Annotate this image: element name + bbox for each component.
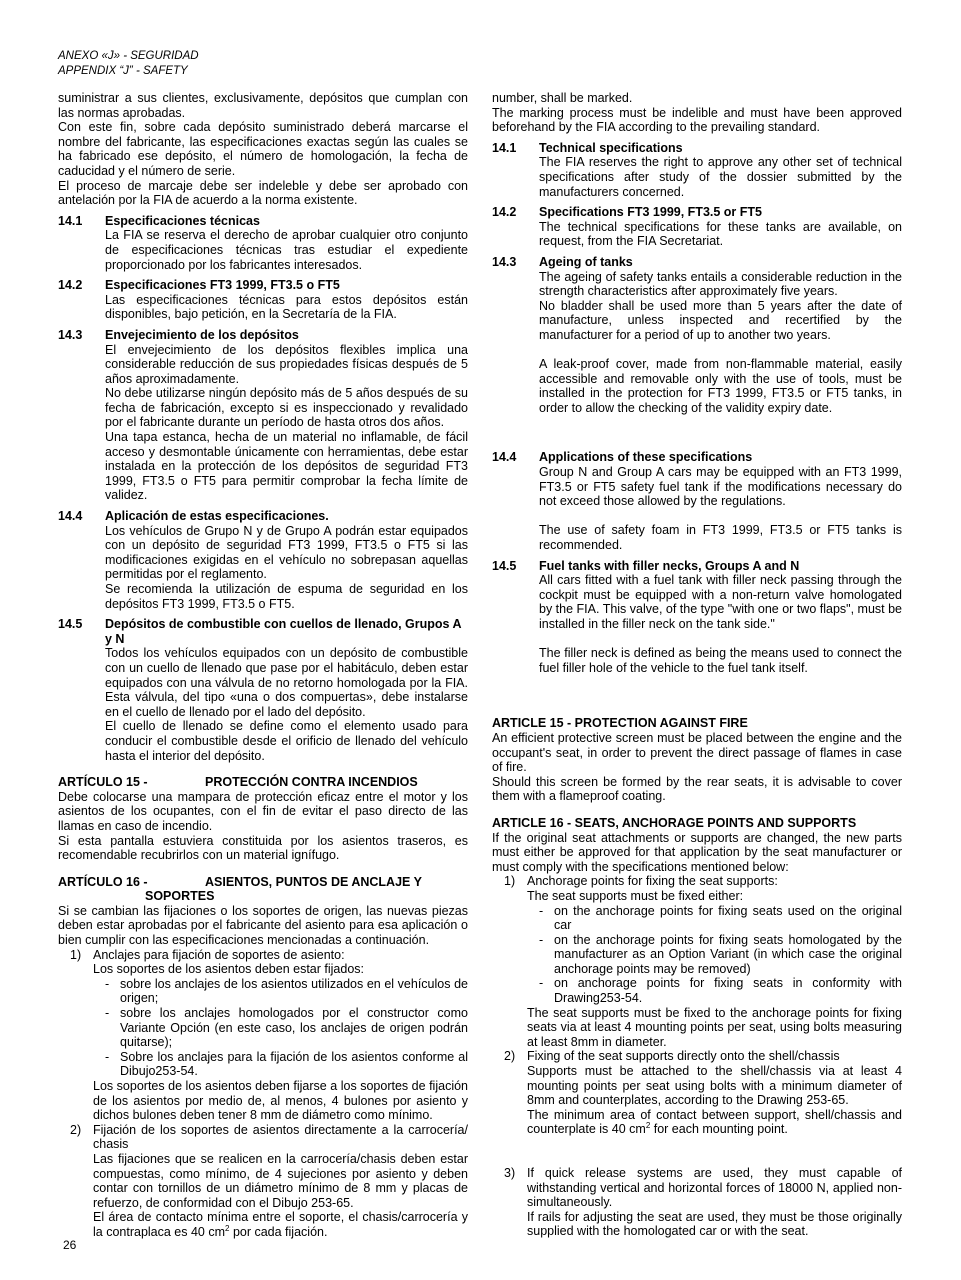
bullet-item: - on the anchorage points for fixing seats used on the original car — [539, 903, 902, 933]
section-title: Envejecimiento de los depósitos — [105, 327, 299, 342]
section-title: Especificaciones FT3 1999, FT3.5 o FT5 — [105, 278, 340, 293]
section-14-2 — [58, 278, 468, 322]
article-label: ARTÍCULO 15 - — [58, 775, 148, 790]
section-number: 14.4 — [492, 450, 517, 465]
item-subheading: Los soportes de los asientos deben estar fijados: — [93, 962, 365, 977]
article-16-heading — [58, 875, 468, 904]
item-heading: Fixing of the seat supports directly onto the shell/chassis — [527, 1049, 840, 1064]
item-text: El área de contacto mínima entre el soporte, el chasis/carrocería y la contraplaca es 40 $cm^2$ por cada fijación. — [93, 1210, 468, 1239]
section-text: A leak-proof cover, made from non-flammable material, easily accessible and removable only with the use of tools, must be installed in the protection for FT3 1999, FT3.5 or FT5 tanks, in order to allow the checking of the validity expiry date. — [539, 357, 902, 415]
item-text: Las fijaciones que se realicen en la carrocería/chasis deben estar compuestas, como mínimo, de 4 sujeciones por asiento y deben contar con tornillos de un diámetro mínimo de 8 mm y placas de refuerzo, de conformidad con el Dibujo 253-65. — [93, 1151, 468, 1210]
section-number: 14.3 — [492, 254, 517, 269]
article-text: Si se cambian las fijaciones o los soportes de origen, las nuevas piezas deben estar aprobadas por el fabricante del asiento para esa aplicación o bien cumplir con las especificaciones mencionadas a continuación. — [58, 903, 468, 948]
section-text: El cuello de llenado se define como el elemento usado para conducir el combustible desde el orificio de llenado del vehículo hasta el interior del depósito. — [105, 719, 468, 763]
article-label: ARTÍCULO 16 - — [58, 874, 148, 889]
item-text: If rails for adjusting the seat are used, they must be those originally supplied with the homologated car or with the seat. — [527, 1209, 902, 1239]
numbered-item-3 — [504, 1166, 902, 1239]
item-number: 1) — [504, 874, 516, 889]
section-text: All cars fitted with a fuel tank with filler neck passing through the cockpit must be equipped with a non-return valve homologated by the FIA. This valve, of the type "with one or two flaps", must be installed in the filler neck on the tank side." — [539, 573, 902, 631]
section-text: El envejecimiento de los depósitos flexibles implica una considerable reducción de sus propiedades físicas después de 5 años aproximadamente. — [105, 342, 468, 386]
section-title: Specifications FT3 1999, FT3.5 or FT5 — [539, 205, 762, 220]
bullet-text: on the anchorage points for fixing seats used on the original car — [554, 903, 902, 933]
section-title: Depósitos de combustible con cuellos de llenado, Grupos A y N — [105, 617, 462, 646]
article-title: PROTECCIÓN CONTRA INCENDIOS — [205, 775, 418, 790]
section-title: Especificaciones técnicas — [105, 213, 260, 228]
section-title: Applications of these specifications — [539, 450, 753, 465]
bullet-item: - on the anchorage points for fixing seats homologated by the manufacturer as an Option Variant (in which case the original anchorage points may be removed) — [539, 932, 902, 976]
section-number: 14.1 — [492, 140, 517, 155]
intro-paragraph: El proceso de marcaje debe ser indeleble y debe ser aprobado con antelación por la FIA de acuerdo a la norma existente. — [58, 178, 468, 208]
section-text: Todos los vehículos equipados con un depósito de combustible con un cuello de llenado que pase por el habitáculo, deben estar equipados con una válvula de no retorno homologada por la FIA. Esta válvula, del tipo «una o dos compuertas», debe instalarse en el cuello de llenado por el lado del depósito. — [105, 646, 468, 719]
section-number: 14.3 — [58, 327, 83, 342]
item-number: 3) — [504, 1166, 516, 1180]
section-14-3 — [58, 328, 468, 503]
item-number: 2) — [70, 1122, 82, 1137]
section-14-3 — [492, 255, 902, 445]
article-text: Should this screen be formed by the rear seats, it is advisable to cover them with a flameproof coating. — [492, 774, 902, 804]
section-text: Las especificaciones técnicas para estos depósitos están disponibles, bajo petición, en la Secretaría de la FIA. — [105, 292, 468, 322]
article-text: If the original seat attachments or supports are changed, the new parts must either be approved for that application by the seat manufacturer or must comply with the specifications mentioned below: — [492, 830, 902, 874]
section-14-1 — [58, 214, 468, 272]
section-number: 14.4 — [58, 509, 83, 524]
section-title: Aplicación de estas especificaciones. — [105, 509, 329, 524]
section-text: Los vehículos de Grupo N y de Grupo A podrán estar equipados con un depósito de seguridad FT3 1999, FT3.5 o FT5 si las modificaciones exigidas en el vehículo no sobrepasan aquellas permitidas por el reglamento. — [105, 523, 468, 582]
item-text: If quick release systems are used, they must capable of withstanding vertical and horizontal forces of 18000 N, applied non-simultaneously. — [527, 1166, 902, 1210]
section-title: Fuel tanks with filler necks, Groups A and N — [539, 558, 800, 573]
section-14-5 — [58, 617, 468, 763]
article-15-heading — [58, 775, 468, 790]
section-text: The use of safety foam in FT3 1999, FT3.5 or FT5 tanks is recommended. — [539, 523, 902, 553]
english-column — [492, 91, 902, 1239]
article-text: Debe colocarse una mampara de protección eficaz entre el motor y los asientos de los ocupantes, con el fin de evitar el paso directo de las llamas en caso de incendio. — [58, 789, 468, 833]
section-14-2 — [492, 205, 902, 249]
item-number: 2) — [504, 1049, 516, 1064]
intro-paragraph: number, shall be marked. — [492, 91, 633, 105]
section-number: 14.5 — [58, 617, 83, 632]
section-title: Ageing of tanks — [539, 254, 633, 269]
numbered-item-2 — [70, 1123, 468, 1240]
item-heading: Fijación de los soportes de asientos directamente a la carrocería/ chasis — [93, 1122, 468, 1152]
section-14-4 — [58, 509, 468, 611]
section-text: The technical specifications for these tanks are available, on request, from the FIA Secretariat. — [539, 219, 902, 249]
page-header — [58, 49, 199, 79]
numbered-item-1 — [504, 874, 902, 1049]
bullet-item: - on anchorage points for fixing seats in conformity with Drawing253-54. — [539, 976, 902, 1006]
article-title: ASIENTOS, PUNTOS DE ANCLAJE Y — [205, 874, 422, 889]
section-number: 14.5 — [492, 558, 517, 573]
article-text: An efficient protective screen must be placed between the engine and the occupant's seat, in order to prevent the direct passage of flames in case of fire. — [492, 730, 902, 775]
section-text: Se recomienda la utilización de espuma de seguridad en los depósitos FT3 1999, FT3.5 o FT5. — [105, 582, 468, 611]
section-text: The FIA reserves the right to approve any other set of technical specifications after study of the dossier submitted by the manufacturers concerned. — [539, 155, 902, 199]
section-number: 14.2 — [58, 278, 83, 293]
item-text: The seat supports must be fixed to the anchorage points for fixing seats via at least 4 mounting points per seat, using bolts measuring at least 8mm in diameter. — [527, 1005, 902, 1049]
article-title-continued: SOPORTES — [145, 889, 215, 904]
intro-paragraph: Con este fin, sobre cada depósito suministrado deberá marcarse el nombre del fabricante, las especificaciones exactas según las cuales se ha fabricado ese depósito, el número de homologación, la fecha de caducidad y el número de serie. — [58, 120, 468, 178]
bullet-text: on anchorage points for fixing seats in conformity with Drawing253-54. — [554, 976, 902, 1006]
section-14-1 — [492, 141, 902, 199]
bullet-item: - sobre los anclajes homologados por el constructor como Variante Opción (en este caso, los anclajes de origen podrán quitarse); — [105, 1006, 468, 1050]
intro-paragraph: The marking process must be indelible and must have been approved beforehand by the FIA according to the prevailing standard. — [492, 105, 902, 135]
article-15-heading: ARTICLE 15 - PROTECTION AGAINST FIRE — [492, 716, 748, 731]
section-14-5 — [492, 559, 902, 705]
section-text: La FIA se reserva el derecho de aprobar cualquier otro conjunto de especificaciones técnicas tras estudiar el expediente proporcionado por los fabricantes interesados. — [105, 228, 468, 272]
section-text: The filler neck is defined as being the means used to connect the fuel filler hole of the vehicle to the fuel tank itself. — [539, 646, 902, 675]
item-number: 1) — [70, 947, 82, 962]
bullet-text: sobre los anclajes homologados por el constructor como Variante Opción (en este caso, los anclajes de origen podrán quitarse); — [120, 1006, 468, 1050]
section-text: No bladder shall be used more than 5 years after the date of manufacture, unless inspected and recertified by the manufacturer for a period of up to another two years. — [539, 298, 902, 342]
header-spanish: ANEXO «J» - SEGURIDAD — [58, 50, 199, 62]
section-text: Una tapa estanca, hecha de un material no inflamable, de fácil acceso y desmontable únicamente con herramientas, debe estar instalada en la protección de los depósitos de seguridad FT3 1999, FT3.5 o FT5 para permitir comprobar la fecha límite de validez. — [105, 430, 468, 503]
header-english: APPENDIX “J” - SAFETY — [58, 65, 188, 77]
item-text: Los soportes de los asientos deben fijarse a los soportes de fijación de los asientos por medio de, al menos, 4 bulones por asiento y dichos bulones deben tener 8 mm de diámetro como mínimo. — [93, 1079, 468, 1123]
numbered-item-2 — [504, 1049, 902, 1137]
bullet-text: on the anchorage points for fixing seats homologated by the manufacturer as an Option Variant (in which case the original anchorage points may be removed) — [554, 932, 902, 976]
bullet-item: - Sobre los anclajes para la fijación de los asientos conforme al Dibujo253-54. — [105, 1049, 468, 1079]
intro-paragraph: suministrar a sus clientes, exclusivamente, depósitos que cumplan con las normas aprobadas. — [58, 91, 468, 120]
item-heading: Anchorage points for fixing the seat supports: — [527, 874, 778, 889]
bullet-text: sobre los anclajes de los asientos utilizados en el vehículos de origen; — [120, 976, 468, 1006]
item-text: Supports must be attached to the shell/chassis via at least 4 mounting points per seat using bolts with a minimum diameter of 8mm and counterplates, according to the Drawing 253-65. — [527, 1064, 902, 1108]
section-text: The ageing of safety tanks entails a considerable reduction in the strength characteristics after approximately five years. — [539, 269, 902, 299]
section-text: No debe utilizarse ningún depósito más de 5 años después de su fecha de fabricación, excepto si es inspeccionado y revalidado por el fabricante durante un período de hasta otros dos años. — [105, 386, 468, 430]
section-title: Technical specifications — [539, 140, 683, 155]
section-number: 14.2 — [492, 205, 517, 220]
item-text: The minimum area of contact between support, shell/chassis and counterplate is 40 $cm^2$ for each mounting point. — [527, 1107, 902, 1137]
numbered-item-1 — [70, 948, 468, 1123]
section-text: Group N and Group A cars may be equipped with an FT3 1999, FT3.5 or FT5 safety fuel tank if the modifications necessary do not exceed those allowed by the regulations. — [539, 465, 902, 509]
spanish-column — [58, 91, 468, 1240]
page-number: 26 — [63, 1238, 77, 1252]
article-16-heading: ARTICLE 16 - SEATS, ANCHORAGE POINTS AND SUPPORTS — [492, 815, 857, 830]
bullet-item: - sobre los anclajes de los asientos utilizados en el vehículos de origen; — [105, 976, 468, 1006]
article-text: Si esta pantalla estuviera constituida por los asientos traseros, es recomendable recubrirlos con un material ignífugo. — [58, 833, 468, 863]
item-subheading: The seat supports must be fixed either: — [527, 888, 744, 903]
bullet-text: Sobre los anclajes para la fijación de los asientos conforme al Dibujo253-54. — [120, 1049, 468, 1079]
section-number: 14.1 — [58, 213, 83, 228]
item-heading: Anclajes para fijación de soportes de asiento: — [93, 947, 345, 962]
section-14-4 — [492, 450, 902, 552]
